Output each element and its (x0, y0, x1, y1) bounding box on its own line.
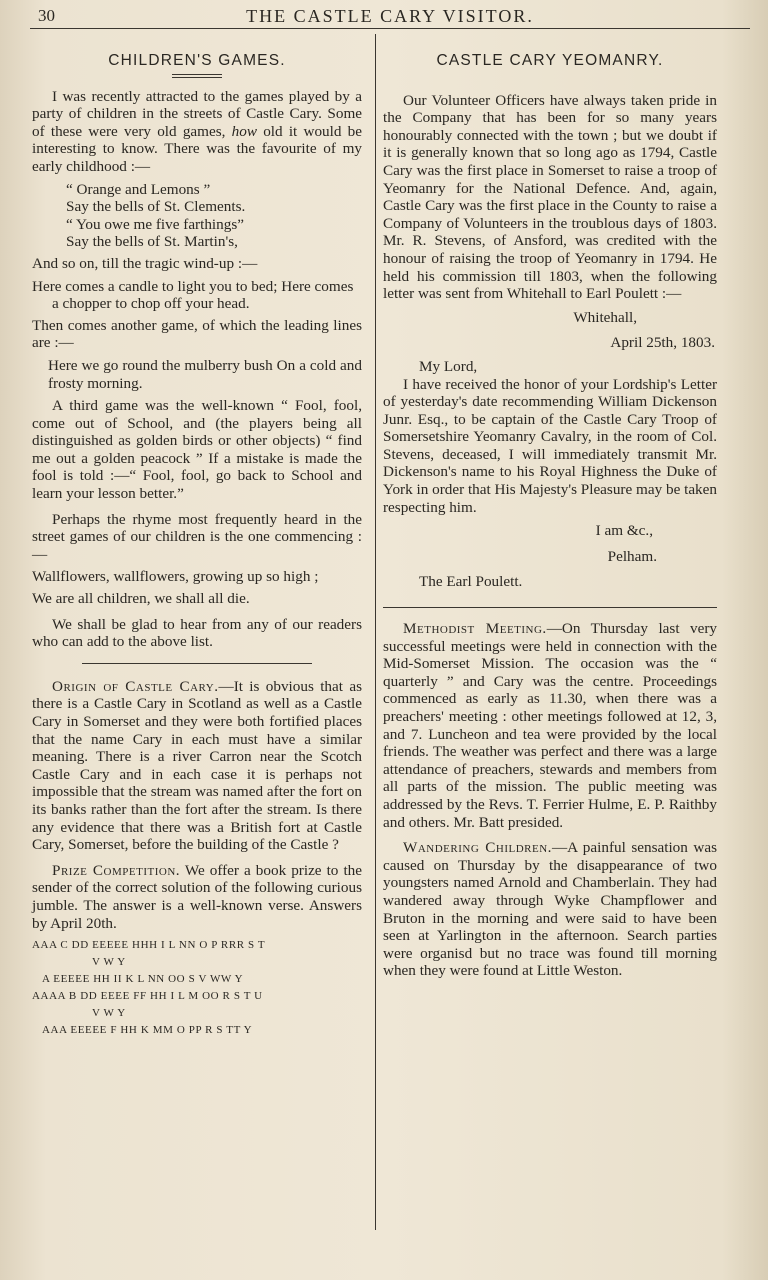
letter-salutation: My Lord, (419, 357, 478, 375)
wandering-paragraph: Wandering Children.—A painful sensation was caused on Thursday by the disappearance of two youngsters named Arnold and Chamberlain. They had wandered away through Wyke Champflower and Bruton in the morning and were said to have been seen at Yarlington in the afternoon. Search parties were organisd but no trace was found till morning when they were found at Little Weston. (383, 839, 717, 980)
wandering-heading: Wandering Children. (403, 839, 552, 857)
journal-title: THE CASTLE CARY VISITOR. (246, 6, 534, 26)
column-divider (375, 34, 376, 1230)
games-intro: I was recently attracted to the games played by a party of children in the streets of Castle Cary. Some of these were very old games, how old it would be interesting to know. There was the favourite of my early childhood :— (32, 87, 362, 175)
prize-paragraph: Prize Competition. We offer a book prize to the sender of the correct solution of the following curious jumble. The answer is a well-known verse. Answers by April 20th. (32, 861, 362, 932)
glad-paragraph: We shall be glad to hear from any of our readers who can add to the above list. (32, 615, 362, 651)
page-number: 30 (38, 6, 55, 25)
rhyme-line: “ Orange and Lemons ” (66, 180, 211, 198)
rhyme-line: Say the bells of St. Martin's, (66, 233, 238, 251)
section-rule (383, 607, 717, 608)
and-so-on-line: And so on, till the tragic wind-up :— (32, 254, 258, 272)
letter-place: Whitehall, (573, 308, 637, 326)
prize-heading: Prize Competition. (52, 861, 181, 879)
yeomanry-paragraph: Our Volunteer Officers have always taken pride in the Company that has been for so many years honourably connected with the town ; but we doubt if it is generally known that so long ago as 1794, Castle Cary was the first place in Somerset to raise a troop of Yeomanry for the National Defence. And, again, Castle Cary was the first place in the County to raise a Company of Volunteers in the troublous days of 1803. Mr. R. Stevens, of Ansford, was credited with the honour of raising the troop of Yeomanry in 1794. He held his commission till 1803, when the following letter was sent from Whitehall to Earl Poulett :— (383, 91, 717, 303)
letter-jumble (32, 937, 362, 1039)
jumble-line-cont: V W Y (92, 956, 126, 969)
jumble-line: AAA C DD EEEEE HHH I L NN O P RRR S T (32, 939, 266, 952)
letter-body: I have received the honor of your Lordship's Letter of yesterday's date recommending William Dickenson Junr. Esq., to be captain of the Castle Cary Troop of Somersetshire Yeomanry Cavalry, in the room of Col. Stevens, deceased, I will immediately transmit Mr. Dickenson's name to his Royal Highness the Duke of York in order that His Majesty's Pleasure may be taken respecting him. (383, 375, 717, 516)
perhaps-paragraph: Perhaps the rhyme most frequently heard in the street games of our children is the one commencing :— (32, 510, 362, 563)
candle-rhyme: Here comes a candle to light you to bed; Here comes a chopper to chop off your head. (32, 277, 354, 313)
origin-heading: Origin of Castle Cary. (52, 677, 219, 695)
mulberry-rhyme: Here we go round the mulberry bush On a cold and frosty morning. (48, 356, 362, 392)
jumble-line: A EEEEE HH II K L NN OO S V WW Y (42, 973, 244, 986)
letter-closing: I am &c., (595, 522, 653, 540)
rhyme-line: “ You owe me five farthings” (66, 215, 244, 233)
letter-addressee: The Earl Poulett. (419, 573, 523, 591)
jumble-line-cont: V W Y (92, 1007, 126, 1020)
header-rule (30, 28, 750, 29)
right-column (383, 38, 717, 980)
section-rule (82, 663, 312, 664)
methodist-paragraph: Methodist Meeting.—On Thursday last very successful meetings were held in connection with the Mid-Somerset Mission. The occasion was the “ quarterly ” and Cary was the centre. Proceedings commenced as early as 11.30, when there was a preachers' meeting : other meetings followed at 12, 3, and 7. Luncheon and tea were provided by the local friends. The weather was perfect and there was a large attendance of preachers, stewards and members from all parts of the mission. The public meeting was addressed by the Revs. T. Ferrier Hulme, E. P. Raithby and others. Mr. Batt presided. (383, 620, 717, 831)
jumble-line: AAA EEEEE F HH K MM O PP R S TT Y (42, 1024, 253, 1037)
methodist-heading: Methodist Meeting. (403, 620, 547, 638)
wallflowers-rhyme: Wallflowers, wallflowers, growing up so high ; (32, 568, 319, 586)
orange-lemons-rhyme (32, 181, 362, 251)
childrens-games-title: CHILDREN'S GAMES. (108, 52, 286, 69)
rhyme-line: Say the bells of St. Clements. (66, 198, 246, 216)
letter-signature: Pelham. (607, 547, 657, 565)
letter-date: April 25th, 1803. (610, 334, 715, 352)
running-header (30, 4, 750, 28)
all-children-line: We are all children, we shall all die. (32, 590, 250, 608)
third-game-paragraph: A third game was the well-known “ Fool, fool, come out of School, and (the players being all distinguished as golden birds or other objects) “ find me out a golden peacock ” If a mistake is made the fool is told :—“ Fool, fool, go back to School and learn your lesson better.” (32, 397, 362, 503)
origin-paragraph: Origin of Castle Cary.—It is obvious that as there is a Castle Cary in Scotland as well as a Castle Cary in Somerset and they were both fortified places that the name Cary in each must have a similar meaning. There is a river Carron near the Scotch Castle Cary and in each case it is perhaps not impossible that the stream was named after the fort on its banks rather than the fort after the stream. Is there any evidence that there was a British fort at Castle Cary, Somerset, before the building of the Castle ? (32, 677, 362, 854)
jumble-line: AAAA B DD EEEE FF HH I L M OO R S T U (32, 990, 263, 1003)
left-column (32, 38, 362, 1039)
title-rule (172, 74, 222, 78)
then-comes-paragraph: Then comes another game, of which the leading lines are :— (32, 316, 362, 352)
yeomanry-title: CASTLE CARY YEOMANRY. (436, 52, 664, 69)
